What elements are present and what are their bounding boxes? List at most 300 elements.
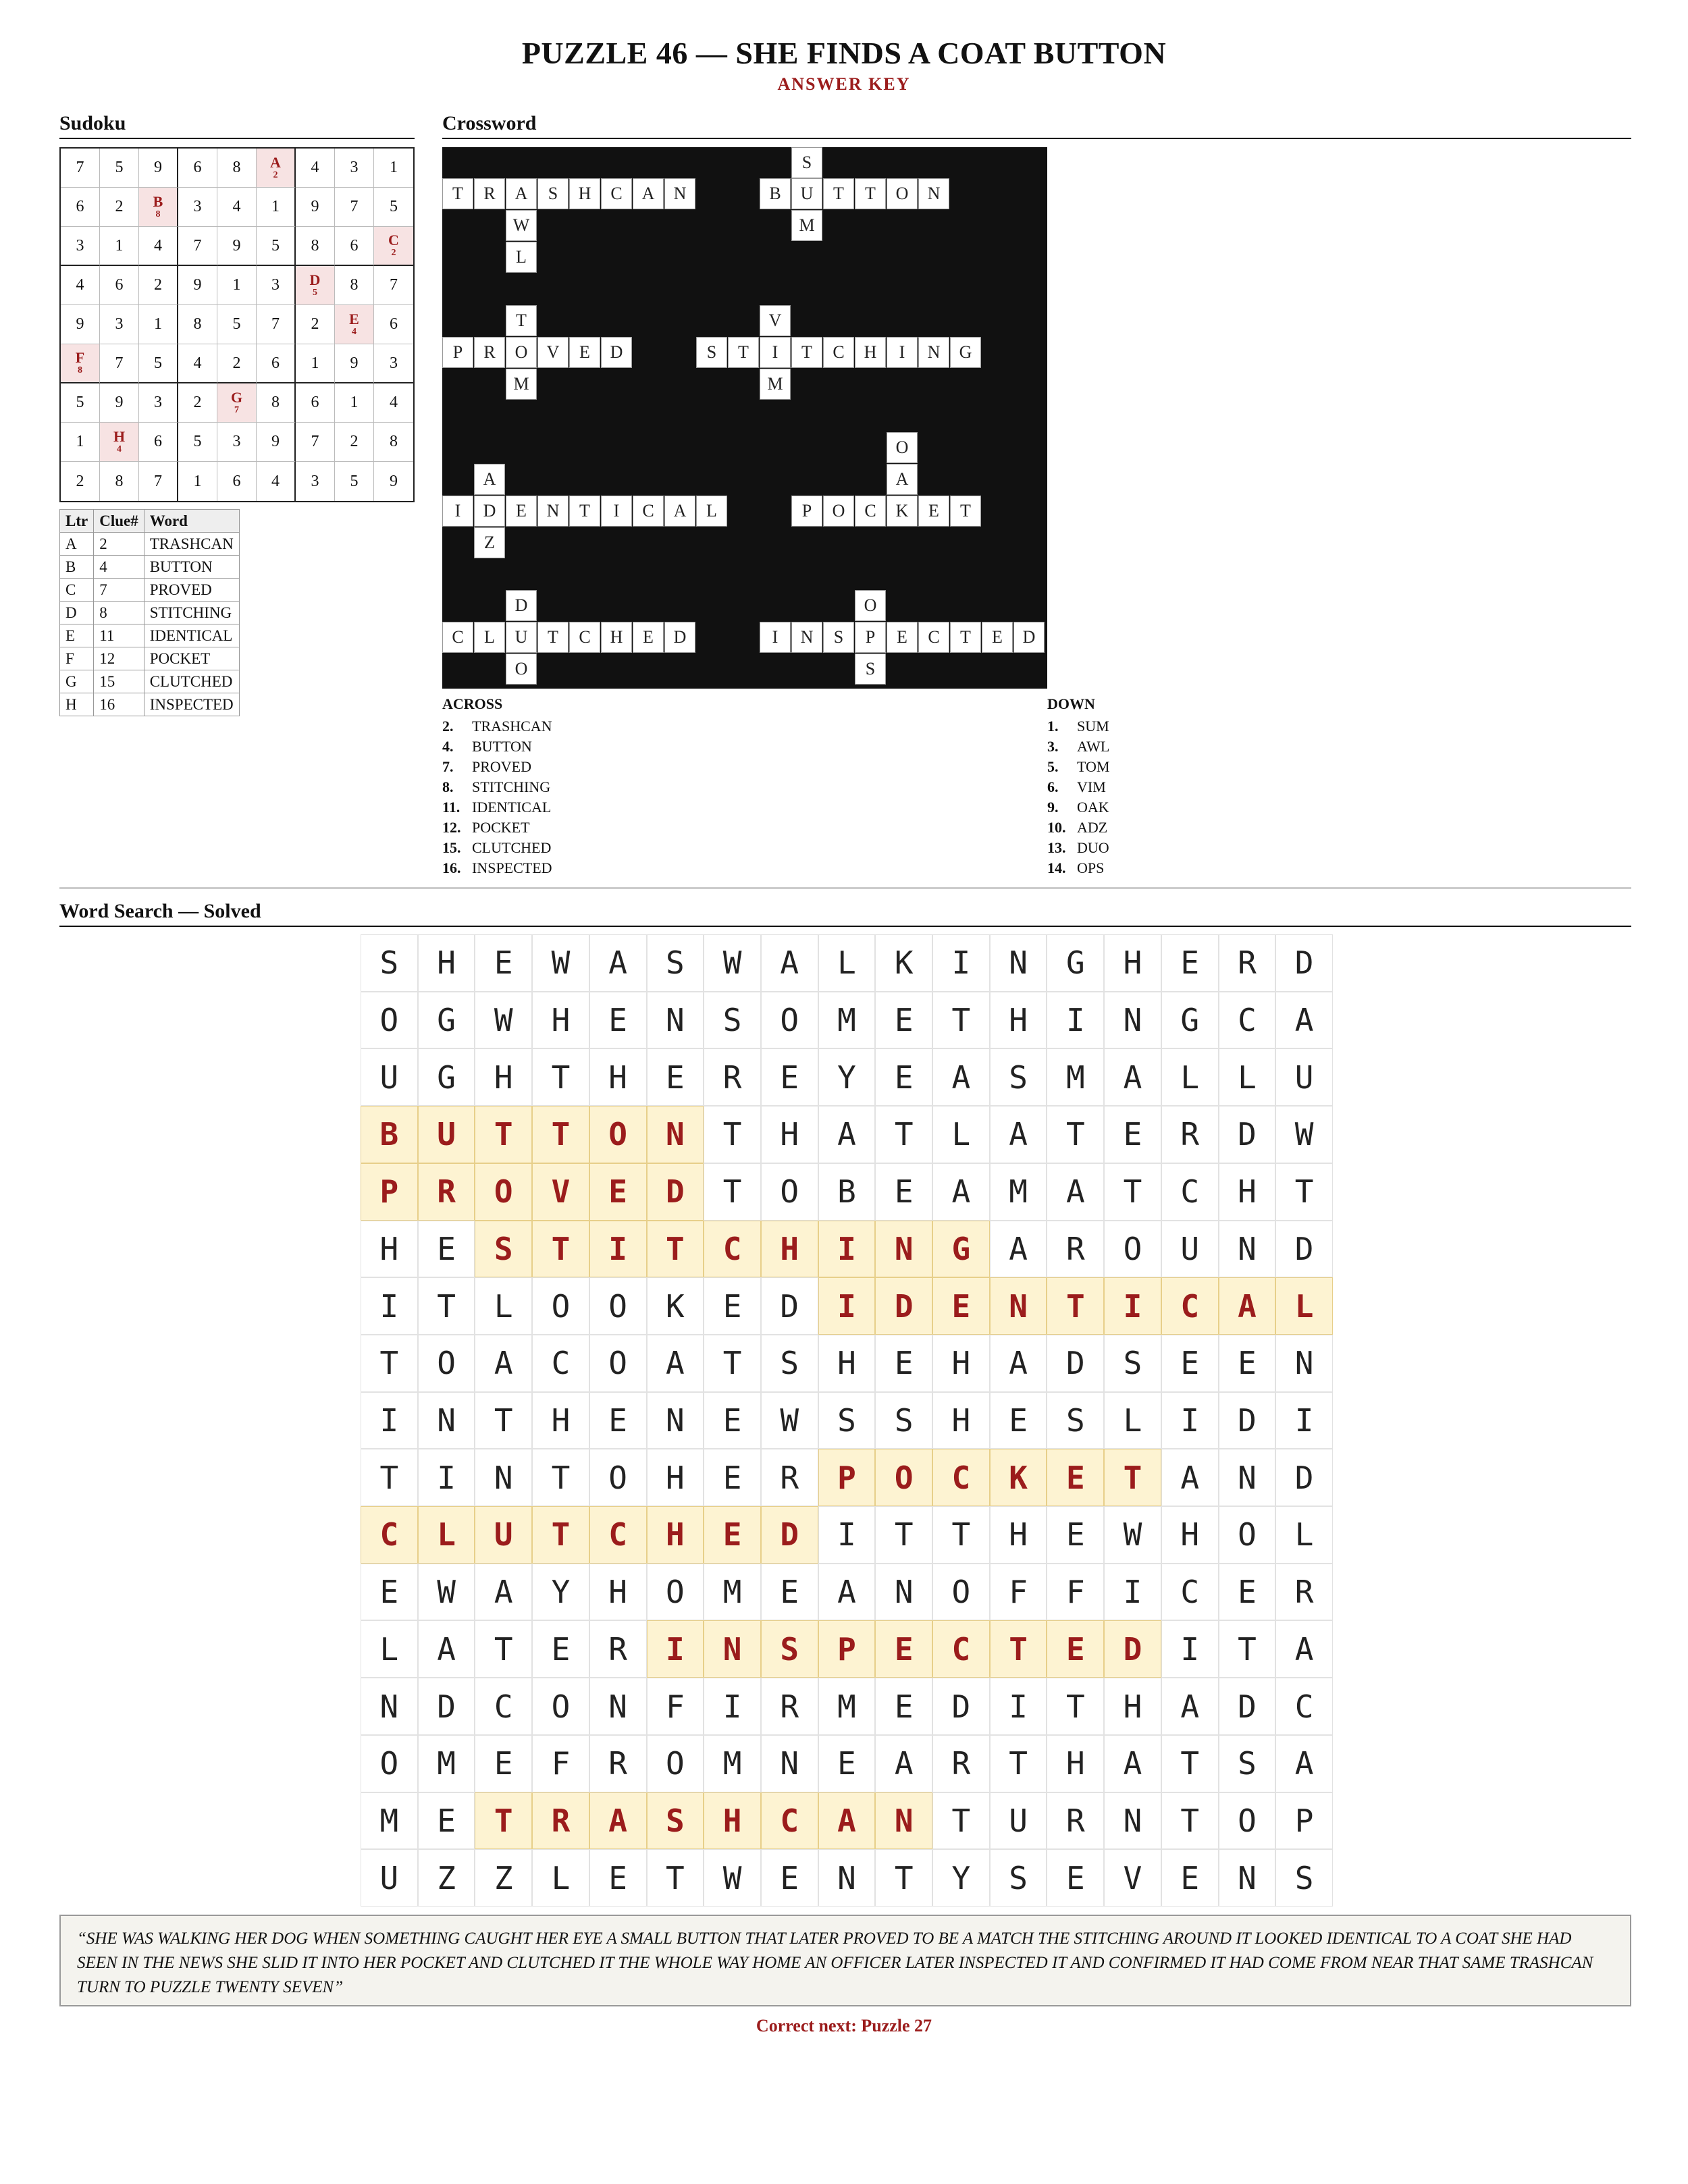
sudoku-cell: 5 [217,305,257,344]
wordsearch-cell: E [1161,934,1219,992]
crossword-cell: H [569,178,600,209]
wordsearch-cell: H [532,1392,589,1449]
wordsearch-cell: N [475,1449,532,1506]
crossword-cell: T [728,337,759,368]
wordsearch-cell: U [475,1506,532,1564]
crossword-cell: K [887,496,918,527]
across-clue [442,839,551,857]
wordsearch-cell: C [1161,1277,1219,1335]
wordsearch-cell: E [1104,1106,1161,1163]
sudoku-letter: H [113,427,126,445]
wordsearch-cell: W [532,934,589,992]
wordsearch-cell: E [589,992,647,1049]
wordsearch-cell: T [875,1506,932,1564]
legend-header: Word [144,510,239,533]
wordsearch-cell: H [990,1506,1047,1564]
wordsearch-cell: A [1104,1048,1161,1106]
wordsearch-cell: P [361,1163,418,1221]
wordsearch-cell: B [818,1163,876,1221]
down-heading: DOWN [1047,695,1095,712]
crossword-cell: N [791,622,822,653]
sudoku-cell [100,423,139,462]
wordsearch-cell: T [647,1849,704,1907]
wordsearch-cell: D [1047,1335,1104,1392]
wordsearch-cell: T [361,1335,418,1392]
sudoku-cell: 7 [139,462,178,501]
sudoku-cell: 4 [374,383,413,423]
crossword-cell: I [760,622,791,653]
wordsearch-cell: I [818,1221,876,1278]
crossword-cell: D [1013,622,1045,653]
crossword-cell: B [760,178,791,209]
wordsearch-cell: U [1161,1221,1219,1278]
sudoku-cell: 5 [139,344,178,383]
wordsearch-cell: D [761,1506,818,1564]
crossword-cell: I [760,337,791,368]
sudoku-cell: 6 [296,383,335,423]
wordsearch-cell: S [875,1392,932,1449]
wordsearch-cell: M [1047,1048,1104,1106]
legend-row [60,670,240,693]
wordsearch-cell: F [532,1735,589,1792]
clue-number: 7. [442,758,454,775]
legend-cell: STITCHING [144,602,239,624]
sudoku-cell: 1 [100,227,139,266]
wordsearch-cell: E [704,1506,761,1564]
wordsearch-cell: I [818,1277,876,1335]
crossword-cell: O [887,432,918,463]
sudoku-cell: 3 [178,188,217,227]
sudoku-cell: 5 [257,227,296,266]
legend-cell: 8 [94,602,144,624]
sudoku-cell: 1 [257,188,296,227]
wordsearch-cell: N [990,1277,1047,1335]
wordsearch-cell: E [589,1163,647,1221]
across-clue [442,859,552,877]
wordsearch-cell: H [818,1335,876,1392]
wordsearch-cell: T [704,1106,761,1163]
clue-word: AWL [1077,738,1110,755]
crossword-cell: T [855,178,886,209]
crossword-cell: G [950,337,981,368]
sudoku-cell: 6 [374,305,413,344]
sudoku-cell: 3 [257,266,296,305]
wordsearch-cell: R [932,1735,990,1792]
wordsearch-cell: E [1161,1849,1219,1907]
clue-word: INSPECTED [472,859,552,876]
clue-number: 12. [442,819,461,836]
wordsearch-cell: O [932,1564,990,1621]
wordsearch-cell: A [418,1620,475,1678]
sudoku-cell: 4 [257,462,296,501]
across-clue [442,819,530,836]
wordsearch-cell: R [418,1163,475,1221]
wordsearch-cell: E [761,1849,818,1907]
wordsearch-cell: M [704,1735,761,1792]
crossword-cell: H [855,337,886,368]
crossword-cell: E [569,337,600,368]
wordsearch-cell: Z [418,1849,475,1907]
section-divider [59,887,1631,889]
wordsearch-cell: C [704,1221,761,1278]
down-clue [1047,859,1104,877]
legend-cell: INSPECTED [144,693,239,716]
legend-cell: 2 [94,533,144,556]
wordsearch-cell: E [990,1392,1047,1449]
wordsearch-cell: O [589,1449,647,1506]
legend-cell: 16 [94,693,144,716]
wordsearch-cell: E [1161,1335,1219,1392]
wordsearch-cell: T [932,1792,990,1850]
wordsearch-cell: I [1275,1392,1333,1449]
wordsearch-cell: A [818,1792,876,1850]
wordsearch-cell: O [1219,1506,1276,1564]
wordsearch-cell: O [532,1277,589,1335]
sudoku-value: 2 [391,248,396,258]
crossword-cell: D [601,337,632,368]
wordsearch-cell: T [1047,1106,1104,1163]
sudoku-cell: 6 [61,188,100,227]
wordsearch-cell: H [589,1048,647,1106]
wordsearch-cell: G [932,1221,990,1278]
crossword-cell: T [791,337,822,368]
wordsearch-cell: A [475,1564,532,1621]
wordsearch-cell: E [761,1564,818,1621]
wordsearch-cell: N [1219,1449,1276,1506]
wordsearch-cell: T [475,1106,532,1163]
crossword-cell: T [823,178,854,209]
wordsearch-cell: I [1047,992,1104,1049]
wordsearch-cell: I [1104,1564,1161,1621]
crossword-cell: O [506,654,537,685]
sudoku-cell: 1 [178,462,217,501]
sudoku-cell: 8 [335,266,374,305]
across-clue [442,718,552,735]
sudoku-cell: 2 [100,188,139,227]
crossword-cell: C [855,496,886,527]
wordsearch-cell: A [647,1335,704,1392]
story-text: “SHE WAS WALKING HER DOG WHEN SOMETHING CAUGHT HER EYE A SMALL BUTTON THAT LATER PROVED TO BE A MATCH THE STITCHING AROUND IT LOOKED IDENTICAL TO A COAT SHE HAD SEEN IN THE NEWS SHE SLID IT INTO HER POCKET AND CLUTCHED IT THE WHOLE WAY HOME AN OFFICER LATER INSPECTED IT AND CONFIRMED IT HAD COME FROM NEAR THAT SAME TRASHCAN TURN TO PUZZLE TWENTY SEVEN” [59,1915,1631,2006]
across-clue [442,778,550,796]
legend-header-row [60,510,240,533]
crossword-cell: P [442,337,473,368]
legend-row [60,602,240,624]
down-clue [1047,778,1106,796]
wordsearch-cell: T [990,1620,1047,1678]
wordsearch-cell: N [875,1564,932,1621]
wordsearch-cell: N [647,1392,704,1449]
sudoku-cell [374,227,413,266]
legend-cell: BUTTON [144,556,239,579]
wordsearch-cell: T [532,1048,589,1106]
wordsearch-cell: H [1104,934,1161,992]
page-subtitle: ANSWER KEY [777,74,911,94]
wordsearch-cell: R [1161,1106,1219,1163]
wordsearch-cell: W [761,1392,818,1449]
wordsearch-cell: H [418,934,475,992]
wordsearch-cell: U [361,1849,418,1907]
wordsearch-cell: T [1104,1163,1161,1221]
wordsearch-cell: M [818,1678,876,1735]
crossword-cell: N [918,178,949,209]
crossword-cell: N [537,496,569,527]
wordsearch-cell: V [532,1163,589,1221]
wordsearch-cell: C [932,1449,990,1506]
clue-number: 10. [1047,819,1066,836]
wordsearch-cell: A [761,934,818,992]
sudoku-cell: 2 [335,423,374,462]
legend-cell: B [60,556,94,579]
crossword-cell: A [633,178,664,209]
sudoku-value: 4 [117,444,122,454]
wordsearch-cell: I [932,934,990,992]
wordsearch-cell: C [1161,1163,1219,1221]
wordsearch-cell: R [589,1620,647,1678]
wordsearch-cell: T [704,1335,761,1392]
crossword-cell: E [887,622,918,653]
crossword-cell: N [918,337,949,368]
wordsearch-cell: E [361,1564,418,1621]
wordsearch-cell: L [1161,1048,1219,1106]
legend-row [60,579,240,602]
wordsearch-cell: L [361,1620,418,1678]
wordsearch-cell: M [990,1163,1047,1221]
crossword-cell: M [791,210,822,241]
sudoku-cell [139,188,178,227]
wordsearch-cell: T [704,1163,761,1221]
clue-word: BUTTON [472,738,532,755]
wordsearch-cell: E [875,992,932,1049]
wordsearch-cell: W [704,1849,761,1907]
legend-cell: TRASHCAN [144,533,239,556]
wordsearch-cell: A [589,934,647,992]
legend-row [60,556,240,579]
sudoku-cell: 9 [100,383,139,423]
sudoku-letter: B [153,192,163,210]
sudoku-cell: 5 [61,383,100,423]
wordsearch-cell: F [990,1564,1047,1621]
crossword-cell: P [855,622,886,653]
wordsearch-cell: R [704,1048,761,1106]
wordsearch-cell: N [704,1620,761,1678]
clue-number: 14. [1047,859,1066,876]
wordsearch-cell: N [1219,1849,1276,1907]
wordsearch-cell: S [647,1792,704,1850]
sudoku-cell: 7 [61,149,100,188]
wordsearch-cell: H [990,992,1047,1049]
sudoku-cell [61,344,100,383]
sudoku-cell: 9 [296,188,335,227]
sudoku-heading: Sudoku [59,112,415,139]
legend-cell: H [60,693,94,716]
wordsearch-cell: L [418,1506,475,1564]
clue-word: TOM [1077,758,1110,775]
wordsearch-cell: N [875,1792,932,1850]
wordsearch-cell: L [1219,1048,1276,1106]
clue-number: 4. [442,738,454,755]
wordsearch-cell: T [1047,1277,1104,1335]
wordsearch-cell: A [1275,1620,1333,1678]
wordsearch-cell: N [818,1849,876,1907]
wordsearch-cell: R [532,1792,589,1850]
sudoku-cell: 9 [217,227,257,266]
clue-word: CLUTCHED [472,839,552,856]
sudoku-cell: 8 [100,462,139,501]
clue-word: TRASHCAN [472,718,552,735]
sudoku-cell: 5 [178,423,217,462]
wordsearch-cell: V [1104,1849,1161,1907]
sudoku-cell: 1 [335,383,374,423]
across-clue [442,738,532,755]
crossword-cell: E [633,622,664,653]
crossword-cell: S [823,622,854,653]
wordsearch-cell: A [990,1221,1047,1278]
sudoku-cell: 1 [296,344,335,383]
wordsearch-cell: P [818,1620,876,1678]
sudoku-value: 8 [155,209,161,219]
clue-word: VIM [1077,778,1106,795]
wordsearch-cell: E [875,1678,932,1735]
crossword-cell: W [506,210,537,241]
legend-row [60,624,240,647]
wordsearch-cell: T [532,1449,589,1506]
wordsearch-cell: E [647,1048,704,1106]
sudoku-cell: 3 [100,305,139,344]
sudoku-cell: 6 [100,266,139,305]
crossword-cell: C [918,622,949,653]
sudoku-letter: E [349,310,359,327]
wordsearch-cell: S [475,1221,532,1278]
sudoku-cell: 9 [335,344,374,383]
wordsearch-cell: I [647,1620,704,1678]
wordsearch-cell: E [589,1849,647,1907]
clue-number: 1. [1047,718,1059,735]
wordsearch-cell: L [475,1277,532,1335]
wordsearch-cell: T [1161,1792,1219,1850]
legend-cell: A [60,533,94,556]
crossword-cell: D [474,496,505,527]
wordsearch-cell: H [532,992,589,1049]
wordsearch-cell: N [361,1678,418,1735]
wordsearch-cell: C [475,1678,532,1735]
wordsearch-cell: T [1047,1678,1104,1735]
wordsearch-cell: L [818,934,876,992]
wordsearch-cell: E [818,1735,876,1792]
crossword-heading: Crossword [442,112,1631,139]
wordsearch-cell: D [875,1277,932,1335]
sudoku-value: 2 [273,169,278,180]
crossword-cell: Z [474,527,505,558]
wordsearch-cell: H [647,1506,704,1564]
wordsearch-cell: H [361,1221,418,1278]
sudoku-cell: 2 [217,344,257,383]
across-clue [442,758,531,776]
wordsearch-cell: E [418,1221,475,1278]
wordsearch-cell: D [1275,934,1333,992]
wordsearch-cell: D [1275,1449,1333,1506]
down-clue [1047,718,1109,735]
sudoku-cell: 8 [296,227,335,266]
sudoku-cell: 2 [139,266,178,305]
wordsearch-cell: L [1275,1277,1333,1335]
wordsearch-cell: T [647,1221,704,1278]
crossword-cell: U [791,178,822,209]
wordsearch-cell: O [875,1449,932,1506]
wordsearch-cell: S [647,934,704,992]
wordsearch-cell: R [1047,1221,1104,1278]
crossword-cell: M [506,369,537,400]
sudoku-cell: 8 [178,305,217,344]
sudoku-cell: 7 [335,188,374,227]
wordsearch-cell: N [647,1106,704,1163]
wordsearch-cell: O [418,1335,475,1392]
wordsearch-cell: A [990,1106,1047,1163]
wordsearch-cell: S [990,1048,1047,1106]
legend-row [60,693,240,716]
legend-cell: 7 [94,579,144,602]
legend-cell: 12 [94,647,144,670]
wordsearch-cell: T [475,1392,532,1449]
sudoku-letter: A [270,153,281,171]
wordsearch-cell: O [589,1335,647,1392]
sudoku-letter: F [75,349,85,366]
across-clue [442,799,551,816]
crossword-cell: I [442,496,473,527]
wordsearch-cell: T [1219,1620,1276,1678]
wordsearch-cell: O [532,1678,589,1735]
clue-word: OAK [1077,799,1109,816]
wordsearch-cell: E [875,1335,932,1392]
crossword-cell: A [887,464,918,495]
sudoku-cell: 1 [374,149,413,188]
wordsearch-cell: U [1275,1048,1333,1106]
wordsearch-cell: R [1047,1792,1104,1850]
wordsearch-cell: G [418,1048,475,1106]
wordsearch-cell: E [1047,1620,1104,1678]
wordsearch-cell: E [704,1277,761,1335]
sudoku-letter: G [230,388,243,406]
clue-number: 2. [442,718,454,735]
sudoku-cell: 9 [61,305,100,344]
wordsearch-cell: N [990,934,1047,992]
wordsearch-cell: T [532,1221,589,1278]
sudoku-cell: 9 [139,149,178,188]
crossword-cell: C [569,622,600,653]
wordsearch-cell: M [704,1564,761,1621]
sudoku-value: 8 [78,365,82,375]
wordsearch-cell: T [1161,1735,1219,1792]
wordsearch-cell: S [704,992,761,1049]
wordsearch-cell: N [875,1221,932,1278]
clue-word: ADZ [1077,819,1108,836]
crossword-cell: T [537,622,569,653]
crossword-cell: E [918,496,949,527]
wordsearch-cell: T [990,1735,1047,1792]
crossword-cell: C [633,496,664,527]
wordsearch-cell: D [1104,1620,1161,1678]
page-title: PUZZLE 46 — SHE FINDS A COAT BUTTON [521,36,1167,70]
crossword-cell: S [537,178,569,209]
wordsearch-cell: A [475,1335,532,1392]
wordsearch-cell: M [418,1735,475,1792]
crossword-cell: C [442,622,473,653]
wordsearch-cell: S [818,1392,876,1449]
sudoku-cell: 1 [217,266,257,305]
wordsearch-cell: H [932,1335,990,1392]
sudoku-cell: 3 [217,423,257,462]
wordsearch-cell: C [932,1620,990,1678]
wordsearch-cell: W [1275,1106,1333,1163]
